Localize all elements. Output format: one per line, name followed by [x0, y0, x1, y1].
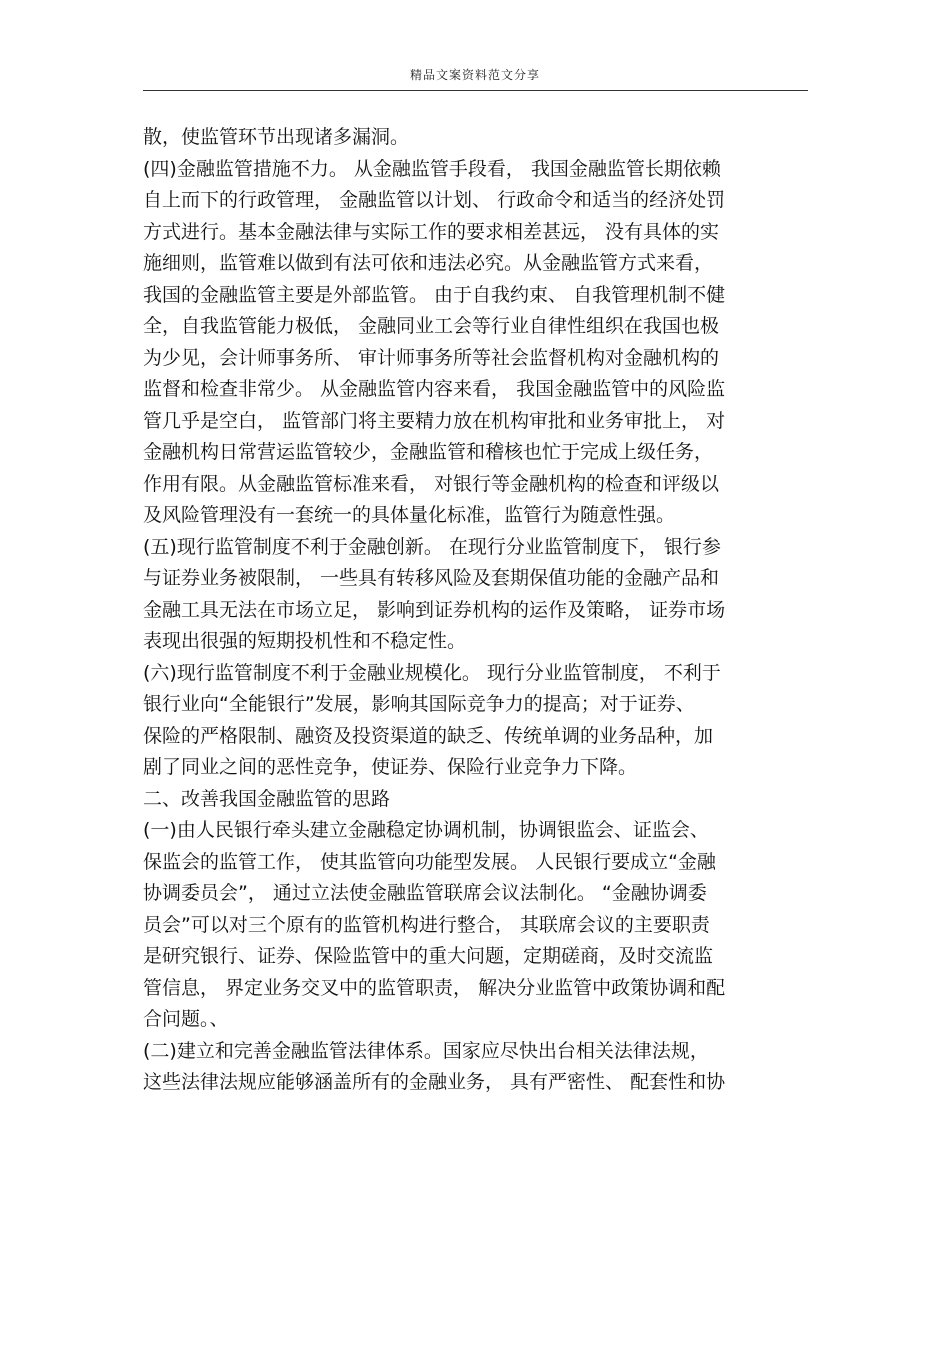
text-line: 管几乎是空白， 监管部门将主要精力放在机构审批和业务审批上， 对	[143, 409, 726, 432]
text-line: (一)由人民银行牵头建立金融稳定协调机制，协调银监会、证监会、	[143, 819, 709, 841]
text-line: 及风险管理没有一套统一的具体量化标准，监管行为随意性强。	[143, 504, 676, 526]
text-line: 是研究银行、证券、保险监管中的重大问题，定期磋商，及时交流监	[143, 945, 714, 967]
text-line: 表现出很强的短期投机性和不稳定性。	[143, 630, 467, 652]
text-line: 剧了同业之间的恶性竞争，使证券、保险行业竞争力下降。	[143, 756, 638, 778]
text-line: 施细则，监管难以做到有法可依和违法必究。从金融监管方式来看，	[143, 252, 714, 274]
text-line: 这些法律法规应能够涵盖所有的金融业务， 具有严密性、 配套性和协	[143, 1071, 726, 1093]
text-line: 全，自我监管能力极低， 金融同业工会等行业自律性组织在我国也极	[143, 315, 720, 337]
text-line: 与证券业务被限制， 一些具有转移风险及套期保值功能的金融产品和	[143, 567, 720, 589]
text-line: 保监会的监管工作， 使其监管向功能型发展。 人民银行要成立“金融	[143, 850, 716, 873]
text-line: 散，使监管环节出现诸多漏洞。	[143, 126, 410, 148]
text-line: 自上而下的行政管理， 金融监管以计划、 行政命令和适当的经济处罚	[143, 189, 726, 211]
text-line: 员会”可以对三个原有的监管机构进行整合， 其联席会议的主要职责	[143, 913, 710, 936]
text-line: 金融工具无法在市场立足， 影响到证券机构的运作及策略， 证券市场	[143, 598, 726, 621]
page-header: 精品文案资料范文分享	[409, 68, 540, 82]
text-line: (四)金融监管措施不力。 从金融监管手段看， 我国金融监管长期依赖	[143, 157, 721, 180]
text-line: 我国的金融监管主要是外部监管。 由于自我约束、 自我管理机制不健	[143, 283, 726, 306]
text-line: 作用有限。从金融监管标准来看， 对银行等金融机构的检查和评级以	[143, 472, 720, 495]
text-line: 银行业向“全能银行”发展，影响其国际竞争力的提高；对于证券、	[143, 693, 695, 715]
header-divider	[143, 90, 808, 91]
text-line: 协调委员会”， 通过立法使金融监管联席会议法制化。 “金融协调委	[143, 882, 707, 904]
text-line: 方式进行。基本金融法律与实际工作的要求相差甚远， 没有具体的实	[143, 220, 720, 243]
text-line: 二、改善我国金融监管的思路	[143, 787, 391, 810]
text-line: 监督和检查非常少。 从金融监管内容来看， 我国金融监管中的风险监	[143, 378, 726, 400]
text-line: 为少见，会计师事务所、 审计师事务所等社会监督机构对金融机构的	[143, 346, 720, 369]
text-line: (六)现行监管制度不利于金融业规模化。 现行分业监管制度， 不利于	[143, 661, 721, 684]
text-line: 管信息， 界定业务交叉中的监管职责， 解决分业监管中政策协调和配	[143, 976, 726, 999]
text-line: 金融机构日常营运监管较少，金融监管和稽核也忙于完成上级任务，	[143, 441, 714, 463]
text-line: 保险的严格限制、融资及投资渠道的缺乏、传统单调的业务品种，加	[143, 724, 714, 747]
text-line: 合问题。、	[143, 1008, 229, 1030]
text-line: (五)现行监管制度不利于金融创新。 在现行分业监管制度下， 银行参	[143, 535, 721, 558]
document-body	[143, 122, 808, 1099]
text-line: (二)建立和完善金融监管法律体系。国家应尽快出台相关法律法规，	[143, 1039, 709, 1062]
